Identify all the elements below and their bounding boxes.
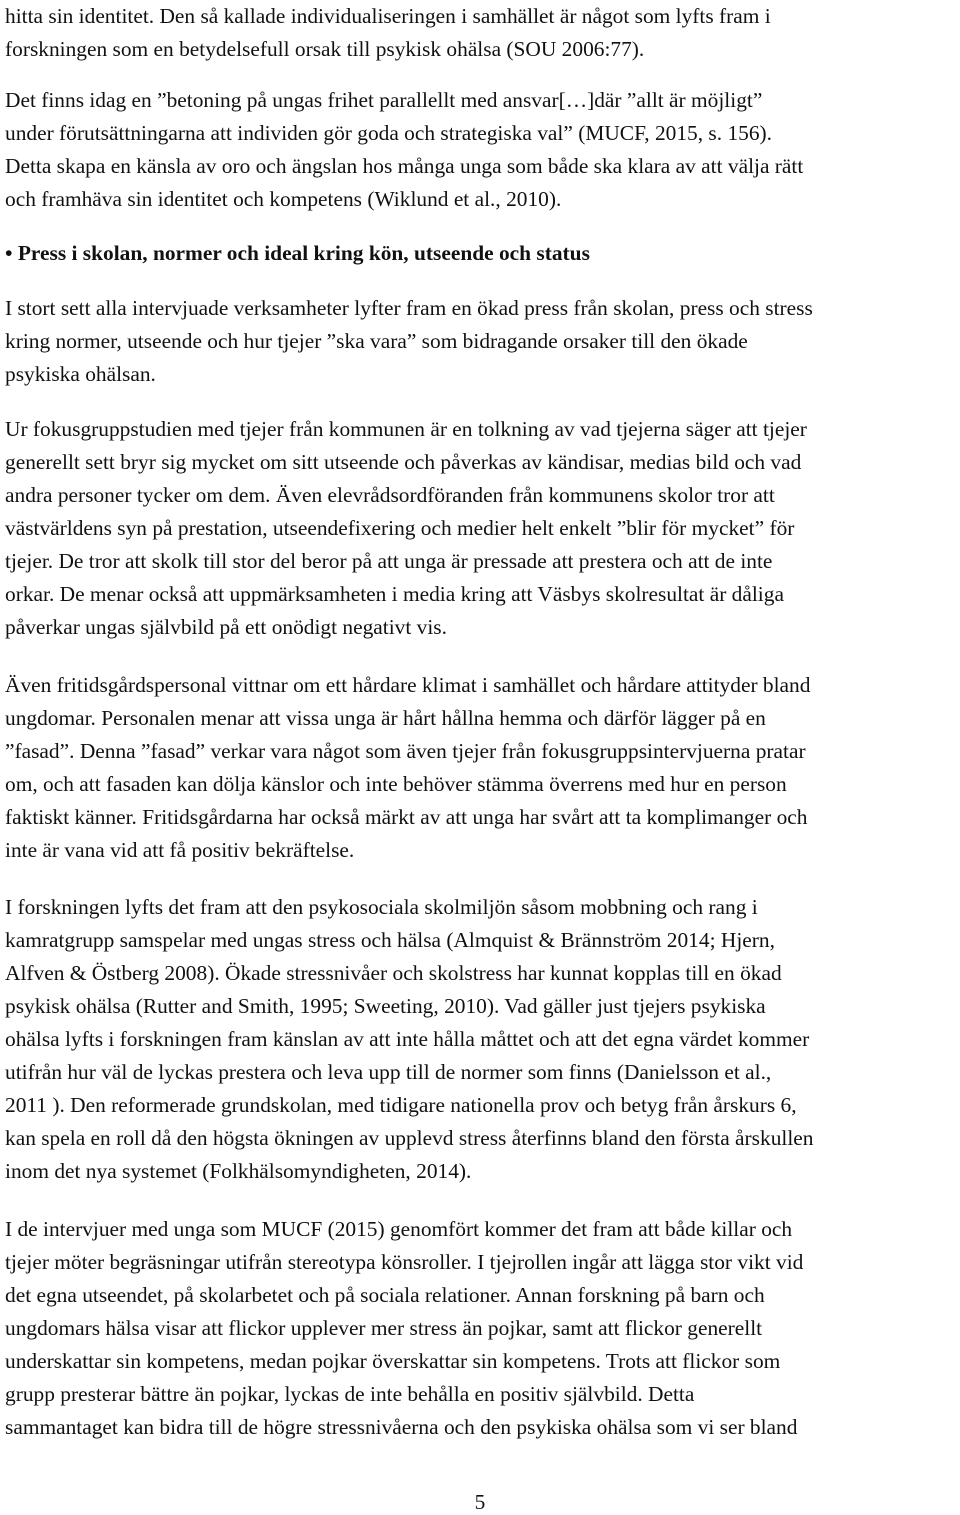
paragraph-research-school-environment: [5, 891, 960, 1188]
text-line: ”fasad”. Denna ”fasad” verkar vara något som även tjejer från fokusgruppsintervjuerna pratar: [5, 739, 806, 763]
text-line: Alfven & Östberg 2008). Ökade stressnivåer och skolstress har kunnat kopplas till en ökad: [5, 961, 782, 985]
text-line: I forskningen lyfts det fram att den psykosociala skolmiljön såsom mobbning och rang i: [5, 895, 758, 919]
text-line: I stort sett alla intervjuade verksamheter lyfter fram en ökad press från skolan, press och stress: [5, 296, 813, 320]
text-line: ungdomar. Personalen menar att vissa unga är hårt hållna hemma och därför lägger på en: [5, 706, 766, 730]
text-line: inte är vana vid att få positiv bekräftelse.: [5, 838, 355, 862]
paragraph-mucf-interviews: [5, 1213, 960, 1444]
text-line: generellt sett bryr sig mycket om sitt utseende och påverkas av kändisar, medias bild och vad: [5, 450, 802, 474]
text-line: det egna utseendet, på skolarbetet och på sociala relationer. Annan forskning på barn och: [5, 1283, 765, 1307]
text-line: påverkar ungas självbild på ett onödigt negativt vis.: [5, 615, 447, 639]
text-line: tjejer möter begräsningar utifrån stereotypa könsroller. I tjejrollen ingår att lägga stor vikt vid: [5, 1250, 804, 1274]
text-line: Detta skapa en känsla av oro och ängslan hos många unga som både ska klara av att välja rätt: [5, 154, 804, 178]
text-line: kamratgrupp samspelar med ungas stress och hälsa (Almquist & Brännström 2014; Hjern,: [5, 928, 775, 952]
text-line: kan spela en roll då den högsta ökningen av upplevd stress återfinns bland den första årskullen: [5, 1126, 814, 1150]
text-line: andra personer tycker om dem. Även elevrådsordföranden från kommunens skolor tror att: [5, 483, 775, 507]
text-line: tjejer. De tror att skolk till stor del beror på att unga är pressade att prestera och att de inte: [5, 549, 773, 573]
paragraph-individualisation: [5, 0, 960, 66]
text-line: hitta sin identitet. Den så kallade individualiseringen i samhället är något som lyfts fram i: [5, 4, 771, 28]
text-line: ohälsa lyfts i forskningen fram känslan av att inte hålla måttet och att det egna värdet kommer: [5, 1027, 810, 1051]
text-line: sammantaget kan bidra till de högre stressnivåerna och den psykiska ohälsa som vi ser bland: [5, 1415, 798, 1439]
text-line: Även fritidsgårdspersonal vittnar om ett hårdare klimat i samhället och hårdare attityder bland: [5, 673, 811, 697]
text-line: Ur fokusgruppstudien med tjejer från kommunen är en tolkning av vad tjejerna säger att tjejer: [5, 417, 807, 441]
text-line: om, och att fasaden kan dölja känslor och inte behöver stämma överrens med hur en person: [5, 772, 787, 796]
paragraph-school-pressure: [5, 292, 960, 391]
section-heading-text: • Press i skolan, normer och ideal kring kön, utseende och status: [5, 241, 590, 265]
text-line: inom det nya systemet (Folkhälsomyndigheten, 2014).: [5, 1159, 472, 1183]
text-line: 2011 ). Den reformerade grundskolan, med tidigare nationella prov och betyg från årskurs 6,: [5, 1093, 797, 1117]
text-line: grupp presterar bättre än pojkar, lyckas de inte behålla en positiv självbild. Detta: [5, 1382, 695, 1406]
text-line: Det finns idag en ”betoning på ungas frihet parallellt med ansvar[…]där ”allt är möjligt”: [5, 88, 763, 112]
section-heading: [5, 237, 960, 270]
text-line: faktiskt känner. Fritidsgårdarna har också märkt av att unga har svårt att ta komplimanger och: [5, 805, 808, 829]
paragraph-focus-group: [5, 413, 960, 644]
text-line: utifrån hur väl de lyckas prestera och leva upp till de normer som finns (Danielsson et al.,: [5, 1060, 772, 1084]
paragraph-freedom-responsibility: [5, 84, 960, 216]
page-number: 5: [474, 1490, 486, 1514]
text-line: forskningen som en betydelsefull orsak till psykisk ohälsa (SOU 2006:77).: [5, 37, 645, 61]
text-line: orkar. De menar också att uppmärksamheten i media kring att Väsbys skolresultat är dåliga: [5, 582, 784, 606]
text-line: psykisk ohälsa (Rutter and Smith, 1995; Sweeting, 2010). Vad gäller just tjejers psykiska: [5, 994, 766, 1018]
text-line: kring normer, utseende och hur tjejer ”ska vara” som bidragande orsaker till den ökade: [5, 329, 748, 353]
text-line: under förutsättningarna att individen gör goda och strategiska val” (MUCF, 2015, s. 156).: [5, 121, 773, 145]
text-line: psykiska ohälsan.: [5, 362, 156, 386]
text-line: ungdomars hälsa visar att flickor upplever mer stress än pojkar, samt att flickor generellt: [5, 1316, 763, 1340]
paragraph-youth-centre-staff: [5, 669, 960, 867]
text-line: underskattar sin kompetens, medan pojkar överskattar sin kompetens. Trots att flickor som: [5, 1349, 781, 1373]
text-line: och framhäva sin identitet och kompetens (Wiklund et al., 2010).: [5, 187, 562, 211]
text-line: I de intervjuer med unga som MUCF (2015) genomfört kommer det fram att både killar och: [5, 1217, 793, 1241]
text-line: västvärldens syn på prestation, utseendefixering och medier helt enkelt ”blir för mycket” för: [5, 516, 795, 540]
